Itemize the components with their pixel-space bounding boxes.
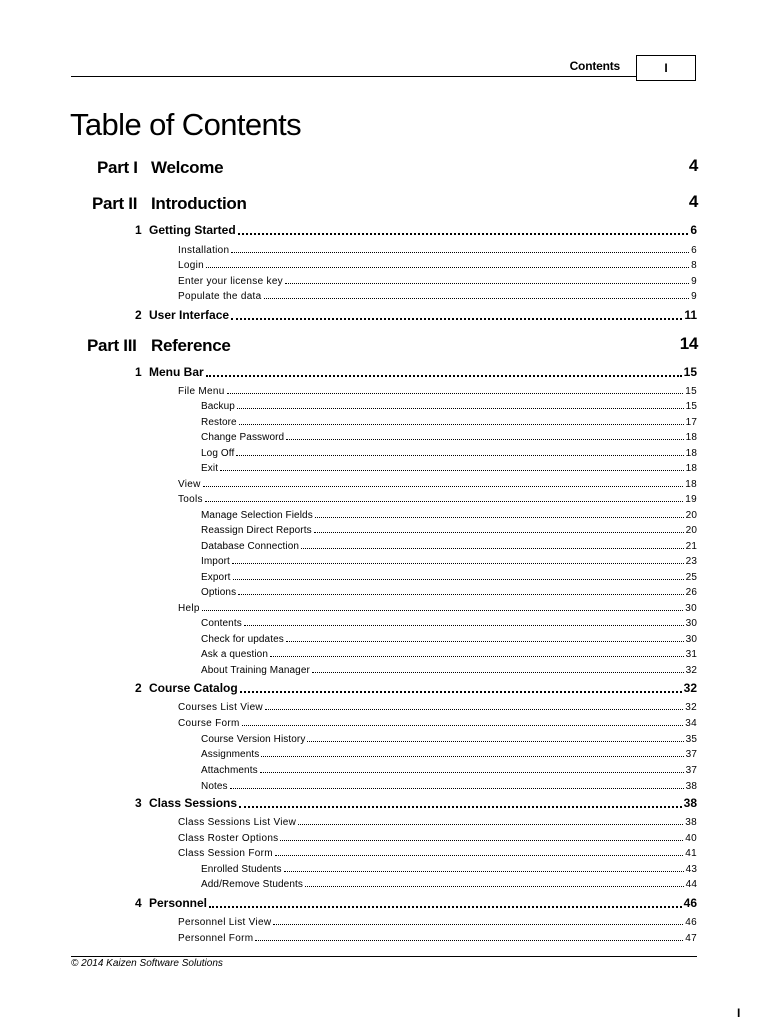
entry-title: Backup [201, 401, 235, 412]
toc-entry[interactable] [201, 462, 697, 475]
toc-entry[interactable] [178, 816, 697, 829]
toc-entry[interactable] [178, 701, 697, 714]
chapter-number: 2 [135, 681, 142, 695]
toc-entry[interactable] [178, 717, 697, 730]
dot-leader [233, 578, 684, 580]
dot-leader [280, 839, 683, 841]
entry-page-number: 9 [691, 291, 697, 302]
toc-chapter-entry[interactable] [135, 307, 697, 323]
toc-entry[interactable] [178, 385, 697, 398]
dot-leader [202, 609, 683, 611]
dot-leader [209, 905, 682, 908]
dot-leader [203, 485, 684, 487]
dot-leader [275, 854, 683, 856]
part-label: Part II [92, 194, 138, 213]
entry-title: Courses List View [178, 702, 263, 713]
dot-leader [242, 724, 684, 726]
dot-leader [231, 317, 682, 320]
toc-entry[interactable] [201, 524, 697, 537]
toc-entry[interactable] [201, 586, 697, 599]
toc-entry[interactable] [201, 878, 697, 891]
toc-entry[interactable] [178, 478, 697, 491]
entry-title: Installation [178, 245, 230, 256]
entry-page-number: 6 [690, 223, 697, 237]
dot-leader [314, 531, 684, 533]
entry-title: Change Password [201, 432, 285, 443]
dot-leader [206, 266, 689, 268]
entry-page-number: 17 [685, 417, 697, 428]
entry-page-number: 38 [685, 781, 697, 792]
toc-entry[interactable] [178, 916, 697, 929]
entry-page-number: 34 [685, 718, 697, 729]
toc-chapter-entry[interactable] [135, 795, 697, 811]
running-header-page-box: I [636, 55, 696, 81]
toc-entry[interactable] [201, 664, 697, 677]
page-number: I [737, 1006, 741, 1020]
entry-title: Options [201, 587, 237, 598]
entry-title: Export [201, 572, 231, 583]
entry-page-number: 44 [685, 879, 697, 890]
dot-leader [284, 870, 684, 872]
chapter-number: 1 [135, 365, 142, 379]
toc-entry[interactable] [178, 275, 697, 288]
toc-entry[interactable] [201, 509, 697, 522]
entry-title: Assignments [201, 749, 260, 760]
dot-leader [307, 740, 683, 742]
entry-page-number: 30 [685, 603, 697, 614]
entry-page-number: 25 [685, 572, 697, 583]
dot-leader [265, 708, 683, 710]
toc-entry[interactable] [201, 748, 697, 761]
entry-title: Notes [201, 781, 228, 792]
entry-title: Course Version History [201, 734, 306, 745]
toc-entry[interactable] [178, 244, 697, 257]
dot-leader [238, 593, 684, 595]
entry-page-number: 26 [685, 587, 697, 598]
entry-page-number: 8 [691, 260, 697, 271]
dot-leader [239, 805, 682, 808]
entry-title: Course Form [178, 718, 240, 729]
chapter-number: 1 [135, 223, 142, 237]
toc-entry[interactable] [201, 540, 697, 553]
toc-entry[interactable] [201, 863, 697, 876]
part-page-number: 14 [679, 334, 698, 353]
toc-chapter-entry[interactable] [135, 895, 697, 911]
footer-copyright: © 2014 Kaizen Software Solutions [71, 958, 223, 969]
entry-page-number: 35 [685, 734, 697, 745]
entry-title: Tools [178, 494, 203, 505]
dot-leader [270, 655, 684, 657]
entry-page-number: 18 [685, 479, 697, 490]
entry-page-number: 20 [685, 510, 697, 521]
toc-entry[interactable] [201, 400, 697, 413]
entry-page-number: 47 [685, 933, 697, 944]
entry-title: Reassign Direct Reports [201, 525, 312, 536]
dot-leader [244, 624, 684, 626]
entry-page-number: 32 [685, 702, 697, 713]
dot-leader [285, 282, 689, 284]
chapter-number: 3 [135, 796, 142, 810]
entry-page-number: 11 [684, 308, 697, 322]
entry-page-number: 19 [685, 494, 697, 505]
entry-title: User Interface [149, 308, 230, 322]
running-header-label: Contents [569, 59, 620, 73]
entry-title: Import [201, 556, 230, 567]
entry-page-number: 37 [685, 749, 697, 760]
dot-leader [220, 469, 684, 471]
entry-title: Personnel List View [178, 917, 272, 928]
dot-leader [206, 374, 682, 377]
entry-title: Log Off [201, 448, 235, 459]
toc-entry[interactable] [201, 431, 697, 444]
entry-title: Class Roster Options [178, 833, 279, 844]
dot-leader [298, 823, 683, 825]
dot-leader [264, 297, 690, 299]
footer-rule [71, 956, 697, 957]
toc-entry[interactable] [178, 932, 697, 945]
toc-entry[interactable] [201, 447, 697, 460]
dot-leader [238, 232, 689, 235]
entry-page-number: 32 [683, 681, 697, 695]
page-title: Table of Contents [70, 107, 302, 142]
toc-entry[interactable] [201, 555, 697, 568]
dot-leader [301, 547, 684, 549]
part-label: Part III [87, 336, 137, 355]
dot-leader [232, 562, 684, 564]
dot-leader [205, 500, 683, 502]
dot-leader [239, 423, 684, 425]
entry-page-number: 9 [691, 276, 697, 287]
entry-page-number: 31 [685, 649, 697, 660]
part-title: Introduction [151, 194, 247, 213]
dot-leader [255, 939, 683, 941]
entry-page-number: 15 [685, 401, 697, 412]
toc-entry[interactable] [201, 633, 697, 646]
dot-leader [261, 755, 683, 757]
entry-title: Restore [201, 417, 237, 428]
entry-title: Personnel Form [178, 933, 254, 944]
entry-title: Course Catalog [149, 681, 238, 695]
dot-leader [286, 640, 684, 642]
toc-entry[interactable] [201, 617, 697, 630]
entry-page-number: 41 [685, 848, 697, 859]
entry-title: About Training Manager [201, 665, 310, 676]
entry-page-number: 37 [685, 765, 697, 776]
entry-page-number: 18 [685, 463, 697, 474]
entry-title: Check for updates [201, 634, 284, 645]
toc-entry[interactable] [178, 259, 697, 272]
dot-leader [286, 438, 683, 440]
entry-page-number: 18 [685, 432, 697, 443]
entry-title: Enter your license key [178, 276, 283, 287]
toc-entry[interactable] [201, 733, 697, 746]
entry-title: File Menu [178, 386, 225, 397]
entry-title: View [178, 479, 201, 490]
part-page-number: 4 [688, 156, 698, 175]
part-page-number: 4 [688, 192, 698, 211]
entry-title: Enrolled Students [201, 864, 282, 875]
toc-entry[interactable] [178, 832, 697, 845]
entry-page-number: 38 [685, 817, 697, 828]
entry-page-number: 30 [685, 618, 697, 629]
entry-page-number: 46 [683, 896, 697, 910]
entry-title: Class Sessions List View [178, 817, 297, 828]
entry-title: Manage Selection Fields [201, 510, 313, 521]
entry-page-number: 32 [685, 665, 697, 676]
chapter-number: 2 [135, 308, 142, 322]
entry-page-number: 21 [685, 541, 697, 552]
entry-title: Contents [201, 618, 242, 629]
entry-page-number: 43 [685, 864, 697, 875]
dot-leader [273, 923, 683, 925]
part-title: Reference [151, 336, 231, 355]
dot-leader [237, 407, 684, 409]
toc-entry[interactable] [178, 602, 697, 615]
toc-entry[interactable] [201, 571, 697, 584]
entry-title: Attachments [201, 765, 258, 776]
entry-page-number: 20 [685, 525, 697, 536]
dot-leader [315, 516, 684, 518]
entry-title: Personnel [149, 896, 208, 910]
part-label: Part I [97, 158, 138, 177]
part-title: Welcome [151, 158, 224, 177]
dot-leader [230, 787, 684, 789]
entry-title: Exit [201, 463, 219, 474]
toc-chapter-entry[interactable] [135, 222, 697, 238]
dot-leader [236, 454, 683, 456]
entry-title: Populate the data [178, 291, 262, 302]
entry-page-number: 23 [685, 556, 697, 567]
entry-page-number: 30 [685, 634, 697, 645]
entry-title: Class Session Form [178, 848, 273, 859]
entry-title: Add/Remove Students [201, 879, 303, 890]
entry-page-number: 18 [685, 448, 697, 459]
toc-entry[interactable] [178, 847, 697, 860]
dot-leader [227, 392, 684, 394]
dot-leader [305, 885, 684, 887]
entry-title: Menu Bar [149, 365, 204, 379]
entry-page-number: 15 [683, 365, 697, 379]
entry-title: Database Connection [201, 541, 300, 552]
entry-title: Ask a question [201, 649, 268, 660]
toc-entry[interactable] [201, 648, 697, 661]
entry-title: Getting Started [149, 223, 236, 237]
toc-chapter-entry[interactable] [135, 364, 697, 380]
toc-entry[interactable] [201, 780, 697, 793]
dot-leader [240, 690, 682, 693]
dot-leader [231, 251, 689, 253]
chapter-number: 4 [135, 896, 142, 910]
entry-title: Help [178, 603, 200, 614]
entry-title: Login [178, 260, 204, 271]
dot-leader [312, 671, 684, 673]
toc-entry[interactable] [201, 416, 697, 429]
toc-entry[interactable] [201, 764, 697, 777]
entry-page-number: 6 [691, 245, 697, 256]
toc-entry[interactable] [178, 290, 697, 303]
entry-title: Class Sessions [149, 796, 238, 810]
entry-page-number: 40 [685, 833, 697, 844]
entry-page-number: 38 [683, 796, 697, 810]
entry-page-number: 15 [685, 386, 697, 397]
dot-leader [260, 771, 684, 773]
toc-chapter-entry[interactable] [135, 680, 697, 696]
entry-page-number: 46 [685, 917, 697, 928]
toc-entry[interactable] [178, 493, 697, 506]
